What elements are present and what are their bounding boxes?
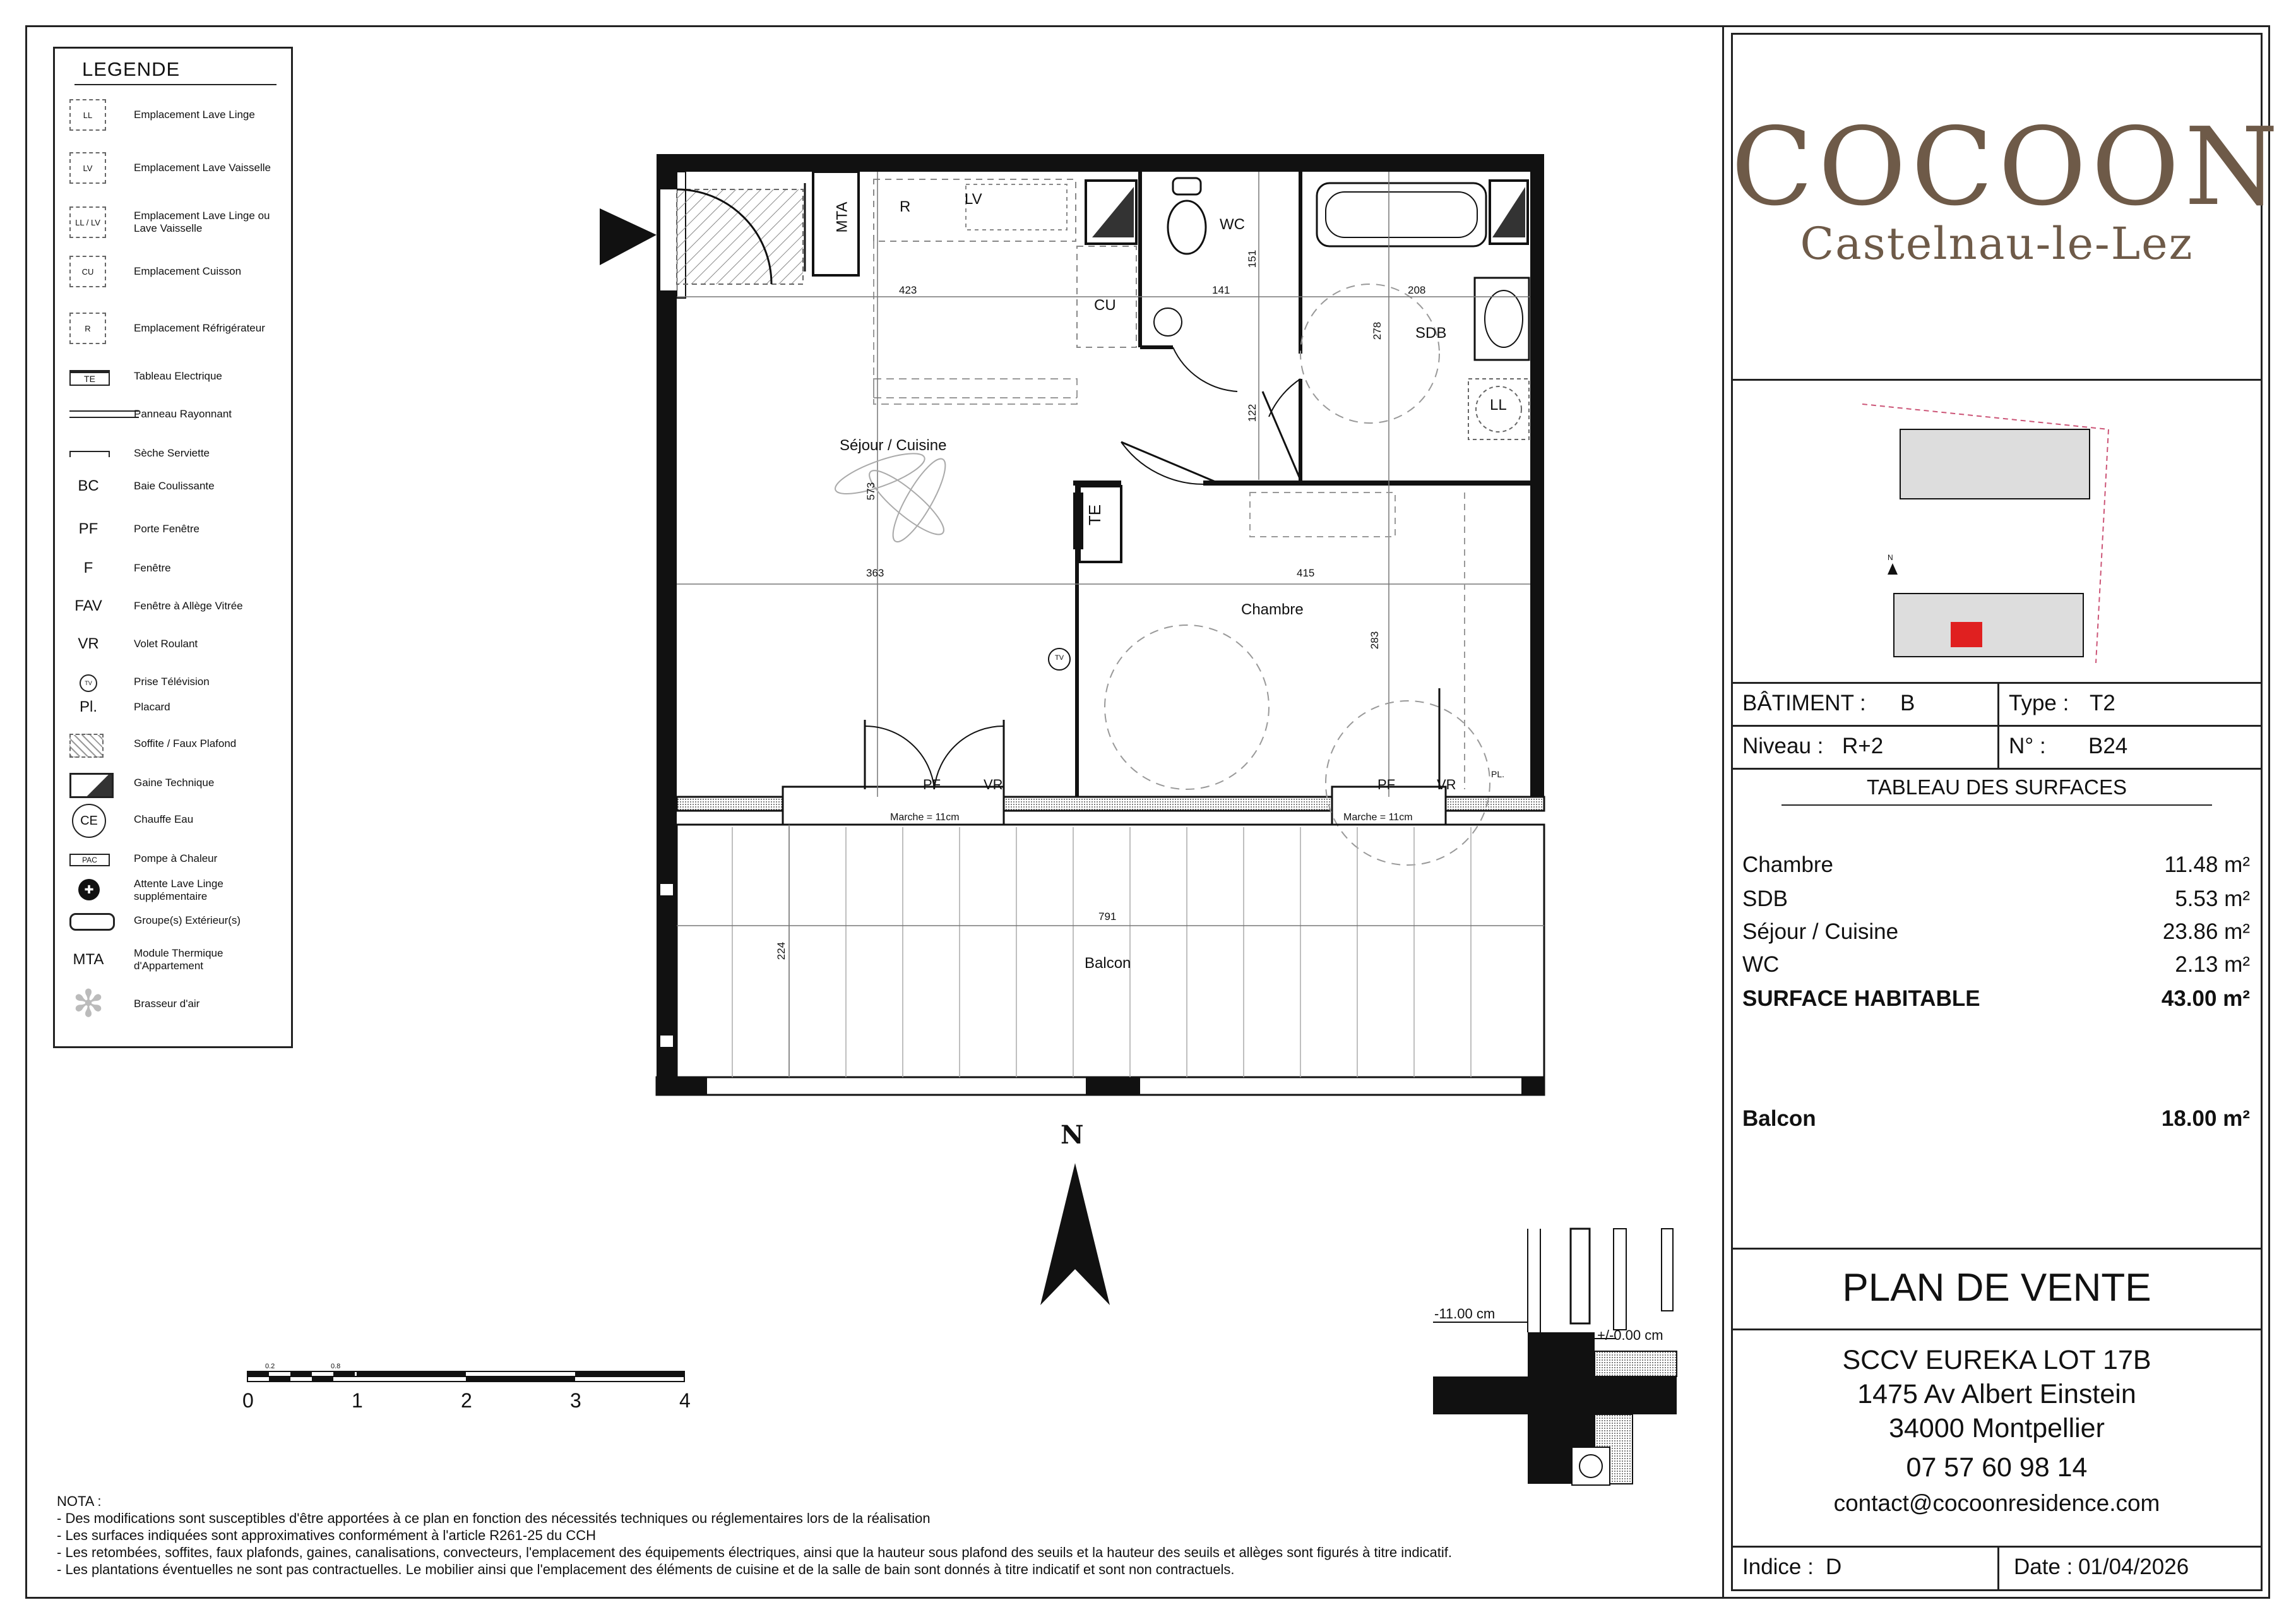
soffite-area <box>677 189 803 284</box>
legend-symbol-pac: PAC <box>69 854 110 866</box>
date-label: Date : <box>2014 1555 2073 1579</box>
legend-item-label: Emplacement Réfrigérateur <box>134 322 265 334</box>
legend-item-label: Emplacement Cuisson <box>134 265 242 277</box>
legend-item-label: Groupe(s) Extérieur(s) <box>134 914 241 926</box>
dim-122: 122 <box>1246 403 1259 422</box>
legend-symbol-box: R <box>69 313 106 344</box>
legend-title: LEGENDE <box>82 58 181 80</box>
legend-symbol-text: BC <box>78 477 99 494</box>
dim-415: 415 <box>1297 567 1315 579</box>
scale-tick-1: 1 <box>352 1389 363 1412</box>
surface-chambre-value: 11.48 m² <box>2164 852 2250 877</box>
email-link[interactable]: contact@cocoonresidence.com <box>1833 1490 2160 1516</box>
nota-line: - Les surfaces indiquées sont approximatives conformément à l'article R261-25 du CCH <box>57 1527 597 1543</box>
tv-label: TV <box>1055 654 1064 662</box>
niveau-label: Niveau : <box>1742 734 1824 758</box>
legend-item-label: Fenêtre <box>134 562 171 574</box>
legend-symbol-box: LV <box>69 152 106 184</box>
dim-141: 141 <box>1212 284 1230 296</box>
numero-label: N° : <box>2009 734 2046 758</box>
dim-283: 283 <box>1369 631 1381 650</box>
dim-208: 208 <box>1408 284 1426 296</box>
legend-item-label: Baie Coulissante <box>134 480 215 492</box>
pf-label-1: PF <box>923 777 941 792</box>
dim-791: 791 <box>1098 911 1117 922</box>
surface-total-value: 43.00 m² <box>2161 986 2250 1011</box>
street-address: 1475 Av Albert Einstein <box>1857 1379 2136 1409</box>
company-name: SCCV EUREKA LOT 17B <box>1842 1345 2151 1375</box>
nota-line: - Les plantations éventuelles ne sont pas contractuelles. Le mobilier ainsi que l'emplacement des éléments de cuisine et de la salle de bain sont donnés à titre indicatif et sont non contractuels. <box>57 1561 1235 1577</box>
entrance-arrow-icon <box>600 208 657 265</box>
legend-item-label: Emplacement Lave Vaisselle <box>134 162 271 174</box>
nota-line: - Des modifications sont susceptibles d'être apportées à ce plan en fonction des nécessités techniques ou réglementaires lors de la réalisation <box>57 1510 931 1526</box>
tv-icon: TV <box>80 674 97 692</box>
section-level-1: -11.00 cm <box>1434 1306 1496 1322</box>
brand-logo: COCOON <box>1731 105 2284 230</box>
scale-small-1: 0.2 <box>265 1363 275 1370</box>
cu-label: CU <box>1094 297 1116 314</box>
marche-label-1: Marche = 11cm <box>890 812 960 823</box>
legend-symbol-text: MTA <box>73 951 104 968</box>
niveau-value: R+2 <box>1842 734 1884 758</box>
balcon-value: 18.00 m² <box>2161 1106 2250 1131</box>
placard-label: PL. <box>1491 769 1505 779</box>
fan-icon: ✻ <box>72 982 105 1025</box>
surface-wc-label: WC <box>1742 952 1780 977</box>
room-balcon: Balcon <box>1085 955 1131 972</box>
key-plan-north: N <box>1888 553 1893 562</box>
fan-icon <box>831 446 954 548</box>
legend-symbol-box: CU <box>69 256 106 287</box>
surface-sejour-value: 23.86 m² <box>2162 919 2250 944</box>
room-chambre: Chambre <box>1241 601 1304 618</box>
brand-location: Castelnau-le-Lez <box>1800 218 2194 270</box>
toilet <box>1168 201 1206 254</box>
balcon-label: Balcon <box>1742 1106 1816 1131</box>
batiment-value: B <box>1900 691 1915 715</box>
legend-item-label: Volet Roulant <box>134 638 198 650</box>
scale-tick-4: 4 <box>679 1389 691 1412</box>
east-wall <box>1530 154 1544 811</box>
legend-item-label: Sèche Serviette <box>134 447 210 459</box>
legend-item-label: Fenêtre à Allège Vitrée <box>134 600 243 612</box>
section-level-2: +/-0.00 cm <box>1597 1327 1663 1343</box>
numero-value: B24 <box>2088 734 2128 758</box>
legend-symbol-text: F <box>83 559 93 576</box>
room-sejour: Séjour / Cuisine <box>840 437 947 454</box>
legend-item-label: Pompe à Chaleur <box>134 852 218 864</box>
nota-line: - Les retombées, soffites, faux plafonds, gaines, canalisations, convecteurs, l'emplacement des équipements électriques, ainsi que la hauteur sous plafond des seuils et la hauteur des seuils et allèges sont figurés à titre indicatif. <box>57 1544 1452 1560</box>
legend-item-label: Porte Fenêtre <box>134 523 199 535</box>
te-label: TE <box>1085 504 1105 526</box>
north-label: N <box>1061 1120 1084 1150</box>
indice-value: D <box>1826 1555 1842 1579</box>
mta-label: MTA <box>833 201 851 233</box>
type-value: T2 <box>2090 691 2115 715</box>
dim-423: 423 <box>899 284 917 296</box>
phone-number: 07 57 60 98 14 <box>1906 1452 2088 1483</box>
legend-item-label: Gaine Technique <box>134 777 215 789</box>
room-wc: WC <box>1220 216 1245 233</box>
type-label: Type : <box>2009 691 2069 715</box>
fridge-label: R <box>900 198 911 215</box>
legend-item-label: Placard <box>134 701 170 713</box>
ll-label: LL <box>1490 397 1507 414</box>
city-address: 34000 Montpellier <box>1889 1413 2105 1443</box>
dim-573: 573 <box>865 482 877 501</box>
vr-label-1: VR <box>984 777 1003 792</box>
section-detail <box>1433 1229 1677 1485</box>
legend-item-label: Chauffe Eau <box>134 813 194 825</box>
scale-tick-2: 2 <box>461 1389 472 1412</box>
nota-title: NOTA : <box>57 1493 102 1509</box>
dim-278: 278 <box>1371 321 1384 340</box>
surfaces-title: TABLEAU DES SURFACES <box>1866 775 2127 799</box>
surface-sdb-label: SDB <box>1742 887 1788 911</box>
date-value: 01/04/2026 <box>2078 1555 2189 1579</box>
plus-circle-icon: ✚ <box>78 879 100 900</box>
legend-symbol-box: LL / LV <box>69 206 106 238</box>
surface-sdb-value: 5.53 m² <box>2175 887 2250 911</box>
legend-symbol-text: FAV <box>74 597 102 614</box>
plan-title: PLAN DE VENTE <box>1842 1266 2151 1310</box>
surface-chambre-label: Chambre <box>1742 852 1833 877</box>
room-sdb: SDB <box>1415 325 1447 342</box>
legend-item-label: Emplacement Lave Linge <box>134 109 255 121</box>
batiment-label: BÂTIMENT : <box>1742 691 1866 715</box>
legend-item-label: Panneau Rayonnant <box>134 408 232 420</box>
dim-151: 151 <box>1246 249 1259 268</box>
legend-symbol-te: TE <box>69 370 110 386</box>
legend-item-label: Module Thermique d'Appartement <box>134 947 223 972</box>
north-wall <box>657 154 1543 172</box>
surface-total-label: SURFACE HABITABLE <box>1742 986 1980 1011</box>
pf-label-2: PF <box>1377 777 1396 792</box>
surface-wc-value: 2.13 m² <box>2175 952 2250 977</box>
surface-sejour-label: Séjour / Cuisine <box>1742 919 1899 944</box>
legend-item-label: Attente Lave Linge supplémentaire <box>134 878 223 902</box>
legend-symbol-text: PF <box>78 520 98 537</box>
legend-symbol-text: VR <box>78 635 99 652</box>
marche-label-2: Marche = 11cm <box>1343 812 1413 823</box>
legend-symbol-circle: CE <box>72 804 106 838</box>
scale-tick-3: 3 <box>570 1389 581 1412</box>
scale-small-2: 0.8 <box>331 1363 341 1370</box>
legend-item-label: Emplacement Lave Linge ou Lave Vaisselle <box>134 210 270 234</box>
scale-tick-0: 0 <box>242 1389 254 1412</box>
key-plan <box>1862 404 2109 663</box>
legend-symbol-box: LL <box>69 99 106 131</box>
legend-item-label: Tableau Electrique <box>134 370 222 382</box>
nota-block <box>57 1493 1452 1578</box>
dim-224: 224 <box>775 941 788 960</box>
dim-363: 363 <box>866 567 884 579</box>
indice-label: Indice : <box>1742 1555 1814 1579</box>
legend-symbol-text: Pl. <box>79 698 97 715</box>
north-arrow-icon <box>1040 1163 1110 1305</box>
legend-item-label: Prise Télévision <box>134 676 210 688</box>
vr-label-2: VR <box>1437 777 1456 792</box>
lv-label: LV <box>965 191 982 208</box>
legend-item-label: Soffite / Faux Plafond <box>134 737 237 749</box>
scale-bar <box>247 1371 684 1382</box>
legend-item-label: Brasseur d'air <box>134 998 200 1010</box>
